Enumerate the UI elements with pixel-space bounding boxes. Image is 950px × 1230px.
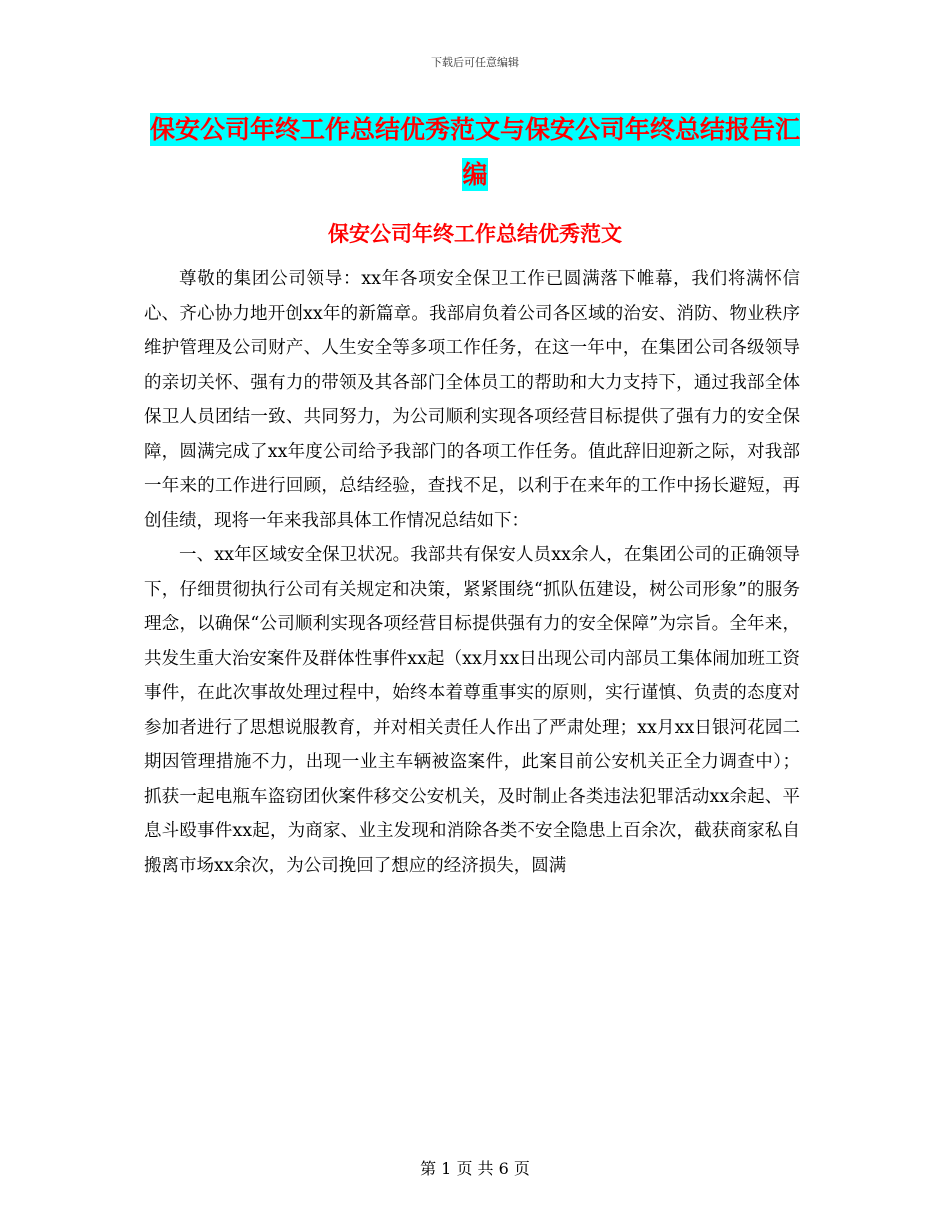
page-footer: 第 1 页 共 6 页 [420, 1159, 530, 1178]
paragraph: 一、xx年区域安全保卫状况。我部共有保安人员xx余人，在集团公司的正确领导下，仔细贯彻执行公司有关规定和决策，紧紧围绕“抓队伍建设，树公司形象”的服务理念，以确保“公司顺利实现各项经营目标提供强有力的安全保障”为宗旨。全年来，共发生重大治安案件及群体性事件xx起（xx月xx日出现公司内部员工集体闹加班工资事件，在此次事故处理过程中，始终本着尊重事实的原则，实行谨慎、负责的态度对参加者进行了思想说服教育，并对相关责任人作出了严肃处理；xx月xx日银河花园二期因管理措施不力，出现一业主车辆被盗案件，此案目前公安机关正全力调查中）；抓获一起电瓶车盗窃团伙案件移交公安机关，及时制止各类违法犯罪活动xx余起、平息斗殴事件xx起，为商家、业主发现和消除各类不安全隐患上百余次，截获商家私自搬离市场xx余次，为公司挽回了想应的经济损失，圆满 [144, 545, 800, 876]
section-title: 保安公司年终工作总结优秀范文 [328, 222, 622, 246]
document-body [144, 262, 800, 883]
document-title [150, 107, 800, 197]
document-title-text: 保安公司年终工作总结优秀范文与保安公司年终总结报告汇编 [150, 115, 801, 189]
paragraph: 尊敬的集团公司领导：xx年各项安全保卫工作已圆满落下帷幕，我们将满怀信心、齐心协力地开创xx年的新篇章。我部肩负着公司各区域的治安、消防、物业秩序维护管理及公司财产、人生安全等多项工作任务，在这一年中，在集团公司各级领导的亲切关怀、强有力的带领及其各部门全体员工的帮助和大力支持下，通过我部全体保卫人员团结一致、共同努力，为公司顺利实现各项经营目标提供了强有力的安全保障，圆满完成了xx年度公司给予我部门的各项工作任务。值此辞旧迎新之际，对我部一年来的工作进行回顾，总结经验，查找不足，以利于在来年的工作中扬长避短，再创佳绩，现将一年来我部具体工作情况总结如下： [144, 269, 800, 531]
header-note: 下载后可任意编辑 [431, 56, 519, 69]
